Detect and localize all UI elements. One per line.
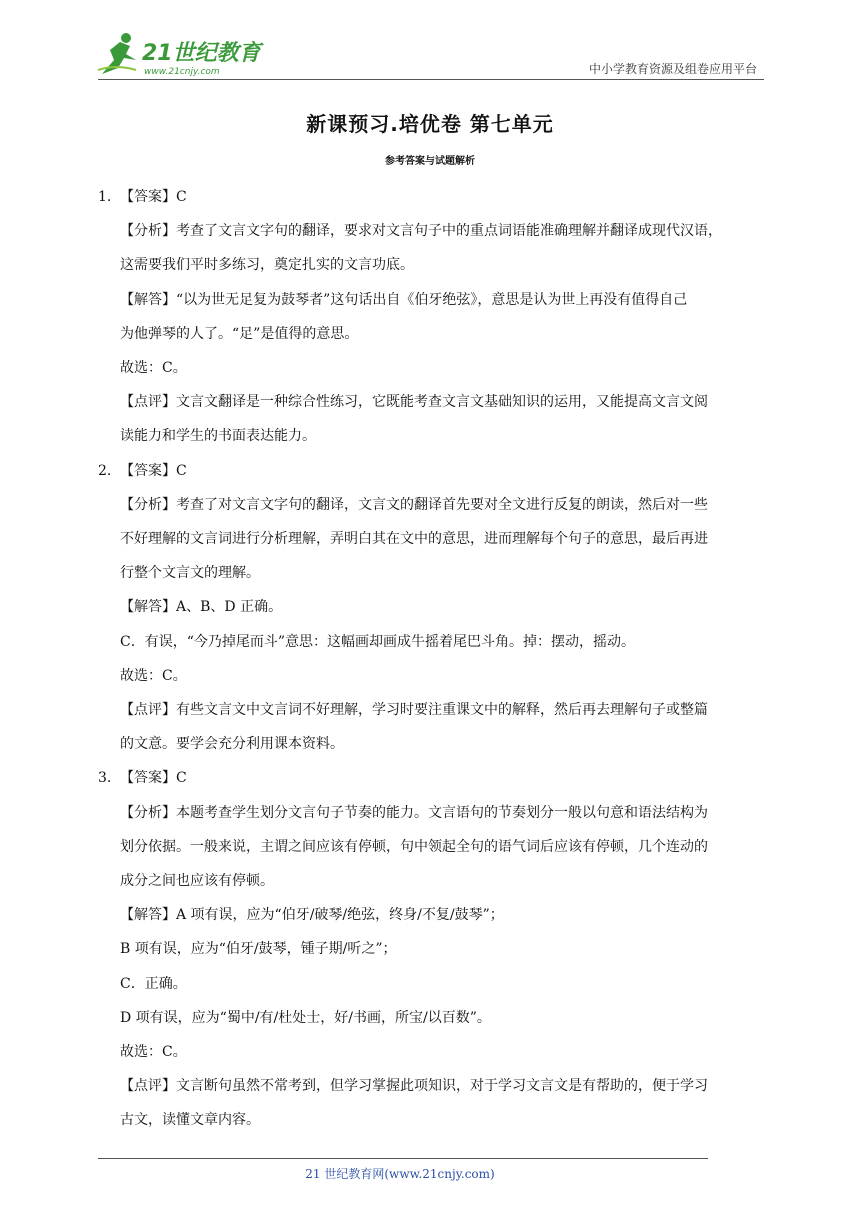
header-divider [98, 79, 764, 80]
q3-analysis-line: 成分之间也应该有停顿。 [120, 873, 274, 890]
q1-solution-line: 【解答】“以为世无足复为鼓琴者”这句话出自《伯牙绝弦》，意思是认为世上再没有值得自己 [120, 291, 688, 308]
q2-solution-line: C．有误，“今乃掉尾而斗”意思：这幅画却画成牛摇着尾巴斗角。掉：摆动，摇动。 [120, 633, 636, 650]
platform-name: 中小学教育资源及组卷应用平台 [588, 62, 757, 76]
q1-analysis-line: 这需要我们平时多练习，奠定扎实的文言功底。 [120, 257, 414, 274]
q1-comment-line: 【点评】文言文翻译是一种综合性练习，它既能考查文言文基础知识的运用，又能提高文言文阅 [120, 394, 708, 411]
q1-comment-line: 读能力和学生的书面表达能力。 [120, 428, 316, 445]
q2-analysis-line: 行整个文言文的理解。 [120, 565, 260, 582]
question-3-answer: 3. 【答案】C [98, 761, 762, 795]
q3-solution-line: 【解答】A 项有误，应为“伯牙/破琴/绝弦，终身/不复/鼓琴”； [120, 907, 504, 924]
q2-analysis-line: 不好理解的文言词进行分析理解，弄明白其在文中的意思，进而理解每个句子的意思，最后再进 [120, 531, 708, 548]
q3-analysis-line: 划分依据。一般来说，主谓之间应该有停顿，句中领起全句的语气词后应该有停顿，几个连动的 [120, 838, 708, 855]
q3-comment-line: 【点评】文言断句虽然不常考到，但学习掌握此项知识，对于学习文言文是有帮助的，便于学习 [120, 1078, 708, 1095]
document-subtitle: 参考答案与试题解析 [385, 156, 475, 167]
q3-solution-line: C．正确。 [120, 975, 187, 992]
q3-analysis-line: 【分析】本题考查学生划分文言句子节奏的能力。文言语句的节奏划分一般以句意和语法结构为 [120, 804, 708, 821]
answer-content [98, 180, 762, 1138]
q2-analysis-line: 【分析】考查了对文言文字句的翻译，文言文的翻译首先要对全文进行反复的朗读，然后对一些 [120, 496, 708, 513]
footer-divider [98, 1158, 708, 1159]
question-number: 1. [98, 189, 112, 205]
question-number: 3. [98, 770, 112, 787]
page-header [0, 0, 860, 82]
q3-solution-line: D 项有误，应为“蜀中/有/杜处士，好/书画，所宝/以百数”。 [120, 1009, 491, 1026]
q1-choose: 故选：C。 [120, 360, 187, 377]
q2-solution-line: 【解答】A、B、D 正确。 [120, 599, 283, 616]
q2-choose: 故选：C。 [120, 667, 187, 684]
document-title: 新课预习.培优卷 第七单元 [306, 112, 554, 136]
q3-solution-line: B 项有误，应为“伯牙/鼓琴，锺子期/听之”； [120, 941, 397, 958]
question-number: 2. [98, 462, 112, 479]
svg-text:www.21cnjy.com: www.21cnjy.com [144, 67, 220, 77]
q2-comment-line: 【点评】有些文言文中文言词不好理解，学习时要注重课文中的解释，然后再去理解句子或整篇 [120, 702, 708, 719]
q2-comment-line: 的文意。要学会充分利用课本资料。 [120, 736, 344, 753]
q3-comment-line: 古文，读懂文章内容。 [120, 1112, 260, 1129]
q1-analysis-line: 【分析】考查了文言文字句的翻译，要求对文言句子中的重点词语能准确理解并翻译成现代汉语， [120, 223, 722, 240]
svg-text:21世纪教育: 21世纪教育 [142, 41, 261, 66]
question-2-answer: 2. 【答案】C [98, 454, 762, 488]
q1-solution-line: 为他弹琴的人了。“足”是值得的意思。 [120, 325, 359, 342]
footer-link[interactable]: 21 世纪教育网(www.21cnjy.com) [305, 1167, 495, 1181]
question-1-answer: 1. 【答案】C [98, 180, 762, 214]
q3-choose: 故选：C。 [120, 1044, 187, 1061]
site-logo [96, 30, 266, 78]
